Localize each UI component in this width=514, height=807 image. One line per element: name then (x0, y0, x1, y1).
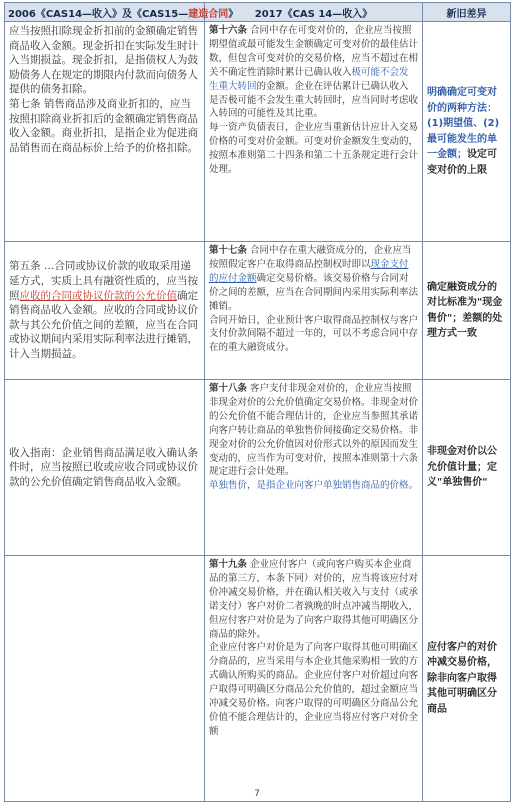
difference-cell: 确定融资成分的对比标准为"现金售价"；差额的处理方式一致 (423, 242, 511, 380)
new-text (209, 558, 418, 641)
header-old-standard (5, 3, 239, 22)
article-number: 第十七条 (209, 245, 248, 256)
old-text (9, 259, 200, 361)
table-row (5, 242, 511, 380)
page-number: 7 (254, 789, 260, 799)
header-row (5, 3, 511, 22)
new-text-b: 的金额。企业在评估累计已确认收入是否极可能不会发生重大转回时，应当同时考虑收入转回的可能性及其比重。 (209, 80, 419, 120)
old-standard-cell (5, 556, 205, 802)
new-text: 每一资产负债表日，企业应当重新估计应计入交易价格的可变对价金额。可变对价金额发生变动的，按照本准则第二十四条和第二十五条规定进行会计处理。 (209, 122, 419, 176)
header-old-prefix: 2006《CAS14—收入》及《CAS15— (8, 8, 189, 20)
old-standard-cell (5, 242, 205, 380)
new-text-b: 确定交易价格。该交易价格与合同对价之间的差额，应当在合同期间内采用实际利率法摊销。 (209, 272, 419, 312)
table-row (5, 22, 511, 242)
difference-cell (423, 22, 511, 242)
header-new-standard: 2017《CAS 14—收入》 (205, 3, 423, 22)
new-text-a: 客户支付非现金对价的，企业应当按照非现金对价的公允价值确定交易价格。非现金对价的公允价值不能合理估计的，企业应当参照其承诺向客户转让商品的单独售价间接确定交易价格。非现金对价的公允价值因对价形式以外的原因而发生变动的，应当作为可变对价，按照本准则第十六条规定进行会计处理。 (209, 383, 419, 478)
highlight-blue: 现金支付的应付金额 (209, 258, 409, 284)
highlight-red: 应收的合同或协议价款的公允价值 (19, 289, 177, 302)
new-text (209, 244, 418, 314)
header-differences: 新旧差异 (423, 3, 511, 22)
highlight-blue: 极可能不会发生重大转回 (209, 66, 409, 92)
old-text-a: 第五条 …合同或协议价款的收取采用递延方式，实质上具有融资性质的，应当按照 (9, 260, 198, 302)
new-text (209, 382, 418, 479)
new-text-a: 企业应付客户（或向客户购买本企业商品的第三方，本条下同）对价的，应当将该应付对价冲减交易价格，并在确认相关收入与支付（或承诺支付）客户对价二者孰晚的时点冲减当期收入，但应付客户对价是为了向客户取得其他可明确区分商品的除外。 (209, 559, 419, 640)
new-text-a: 合同中存在重大融资成分的，企业应当按照假定客户在取得商品控制权时即以 (209, 245, 412, 270)
new-standard-cell (205, 556, 423, 802)
new-text-a: 合同中存在可变对价的，企业应当按照期望值或最可能发生金额确定可变对价的最佳估计数，但包含可变对价的交易价格，应当不超过在相关不确定性消除时累计已确认收入 (209, 25, 419, 78)
table-row (5, 556, 511, 802)
new-standard-cell (205, 242, 423, 380)
comparison-sheet (4, 2, 510, 802)
article-number: 第十六条 (209, 25, 248, 36)
difference-text: 设定可变对价的上限 (427, 149, 497, 176)
old-text-b: 确定销售商品收入金额。应收的合同或协议价款与其公允价值之间的差额，应当在合同或协议期间内采用实际利率法进行摊销，计入当期损益。 (9, 289, 198, 360)
old-standard-cell: 收入指南：企业销售商品满足收入确认条件时，应当按照已收或应收合同或协议价款的公允价值确定销售商品收入金额。 (5, 380, 205, 556)
new-text: 企业应付客户对价是为了向客户取得其他可明确区分商品的，应当采用与本企业其他采购相一致的方式确认所购买的商品。企业应付客户对价超过向客户取得可明确区分商品公允价值的，超过金额应当冲减交易价格。向客户取得的可明确区分商品公允价值不能合理估计的，企业应当将应付客户对价全额 (209, 642, 419, 737)
old-standard-cell (5, 22, 205, 242)
new-standard-cell (205, 380, 423, 556)
difference-cell: 应付客户的对价冲减交易价格，除非向客户取得其他可明确区分商品 (423, 556, 511, 802)
new-text (209, 24, 418, 121)
new-text: 合同开始日，企业预计客户取得商品控制权与客户支付价款间隔不超过一年的，可以不考虑合同中存在的重大融资成分。 (209, 314, 419, 354)
highlight-blue: 单独售价，是指企业向客户单独销售商品的价格。 (209, 480, 419, 492)
old-text: 第七条 销售商品涉及商业折扣的，应当按照扣除商业折扣后的金额确定销售商品收入金额。商业折扣，是指企业为促进商品销售而在商品标价上给予的价格扣除。 (9, 97, 198, 154)
difference-text-blue: 明确确定可变对价的两种方法：(1)期望值、(2)最可能发生的单一金额； (427, 87, 500, 160)
comparison-table (4, 2, 511, 802)
difference-cell: 非现金对价以公允价值计量；定义"单独售价" (423, 380, 511, 556)
article-number: 第十八条 (209, 383, 248, 394)
table-row (5, 380, 511, 556)
header-old-red: 建造合同 (188, 8, 229, 20)
article-number: 第十九条 (209, 559, 248, 570)
new-standard-cell (205, 22, 423, 242)
old-text: 应当按照扣除现金折扣前的金额确定销售商品收入金额。现金折扣在实际发生时计入当期损益。现金折扣，是指债权人为鼓励债务人在规定的期限内付款而向债务人提供的债务扣除。 (9, 25, 198, 96)
header-old-suffix: 》 (228, 8, 239, 20)
